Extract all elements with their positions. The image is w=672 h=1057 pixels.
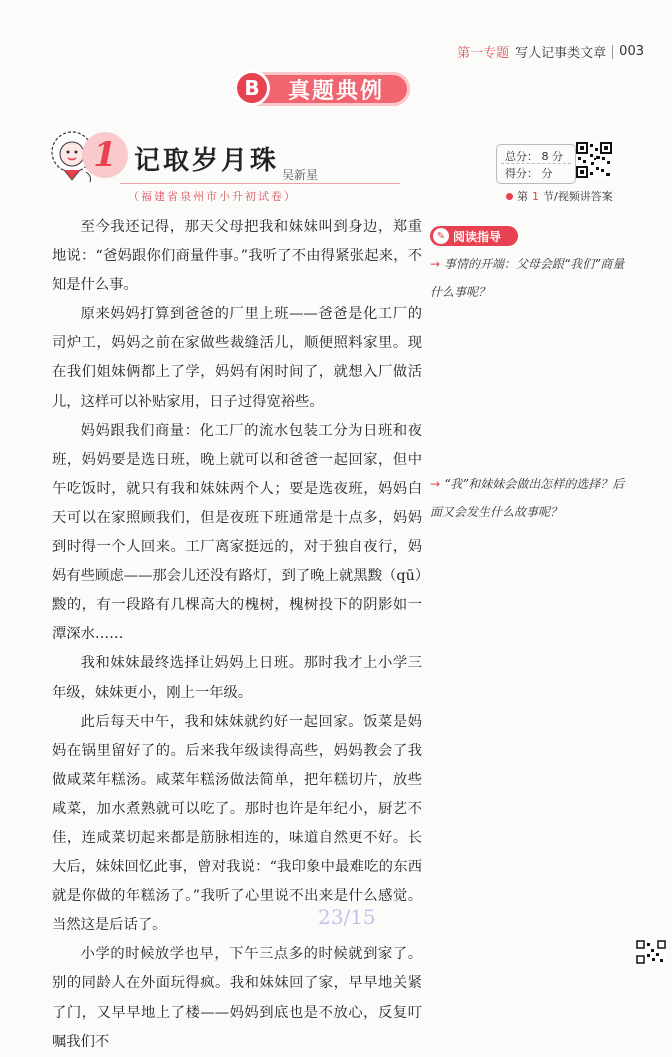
- paragraph: 原来妈妈打算到爸爸的厂里上班——爸爸是化工厂的司炉工，妈妈之前在家做些裁缝活儿，顺便照料家里。现在我们姐妹俩都上了学，妈妈有闲时间了，就想入厂做活儿，这样可以补贴家用，日子过得宽裕些。: [52, 306, 422, 410]
- qr-code-small-icon[interactable]: [636, 940, 666, 964]
- guide-note: [430, 470, 630, 526]
- paragraph: 我和妹妹最终选择让妈妈上日班。那时我才上小学三年级，妹妹更小，刚上一年级。: [52, 655, 422, 701]
- article-number: 1: [82, 132, 128, 178]
- article-source: （福建省泉州市小升初试卷）: [128, 190, 297, 203]
- guide-note-text: “我”和妹妹会做出怎样的选择？后面又会发生什么故事呢？: [430, 477, 625, 519]
- paragraph: 此后每天中午，我和妹妹就约好一起回家。饭菜是妈妈在锅里留好了的。后来我年级读得高些，妈妈教会了我做咸菜年糕汤。咸菜年糕汤做法简单，把年糕切片，放些咸菜，加水煮熟就可以吃了。那时也许是年纪小，厨艺不佳，连咸菜切起来都是筋脉相连的，味道自然更不好。长大后，妹妹回忆此事，曾对我说：“我印象中最难吃的东西就是你做的年糕汤了。”我听了心里说不出来是什么感觉。当然这是后话了。: [52, 713, 422, 934]
- page-number: 003: [619, 44, 644, 59]
- section-banner: [240, 72, 410, 106]
- article-author: 吴新星: [282, 168, 319, 182]
- guide-note-text: 事情的开端：父母会跟“我们”商量什么事呢？: [430, 257, 625, 299]
- guide-label: 阅读指导: [453, 229, 502, 244]
- guide-note: [430, 250, 630, 306]
- ink-stamp: 23/15: [318, 905, 376, 929]
- score-box: [496, 144, 576, 184]
- section-label: 第一专题: [457, 46, 510, 61]
- video-section-number: 1: [532, 189, 539, 203]
- paragraph: 妈妈跟我们商量：化工厂的流水包装工分为日班和夜班，妈妈要是选日班，晚上就可以和爸爸一起回家，但中午吃饭时，就只有我和妹妹两个人；要是选夜班，妈妈白天可以在家照顾我们，但是夜班下班通常是十点多，妈妈到时得一个人回来。工厂离家挺远的，对于独自夜行，妈妈有些顾虑——那会儿还没有路灯，到了晚上就黑黢（qū）黢的，有一段路有几棵高大的槐树，槐树投下的阴影如一潭深水……: [52, 422, 422, 643]
- video-answer-link[interactable]: [506, 188, 613, 204]
- video-link-suffix: 节/视频讲答案: [543, 190, 613, 203]
- bullet-dot-icon: [506, 193, 513, 200]
- title-underline: [120, 183, 400, 184]
- paragraph: 小学的时候放学也早，下午三点多的时候就到家了。别的同龄人在外面玩得疯。我和妹妹回了家，早早地关紧了门，又早早地上了楼——妈妈到底也是不放心，反复叮嘱我们不: [52, 946, 422, 1050]
- arrow-icon: →: [430, 257, 444, 271]
- arrow-icon: →: [430, 477, 444, 491]
- chapter-label: 写人记事类文章: [515, 46, 607, 61]
- page-header: [457, 42, 644, 61]
- banner-title: 真题典例: [288, 77, 385, 104]
- video-link-prefix: 第: [517, 190, 528, 203]
- qr-code-icon[interactable]: [576, 142, 612, 178]
- header-divider: [612, 45, 613, 59]
- score-divider: [501, 163, 571, 164]
- score-got: 得分： 分: [505, 167, 553, 180]
- banner-badge: B: [234, 70, 270, 106]
- score-total: 总分： 8 分: [505, 150, 563, 163]
- book-icon: ✎: [433, 228, 449, 244]
- reading-guide-tag: [430, 226, 518, 246]
- article-title: 记取岁月珠: [134, 146, 280, 176]
- paragraph: 至今我还记得，那天父母把我和妹妹叫到身边，郑重地说：“爸妈跟你们商量件事。”我听了不由得紧张起来，不知是什么事。: [52, 219, 422, 294]
